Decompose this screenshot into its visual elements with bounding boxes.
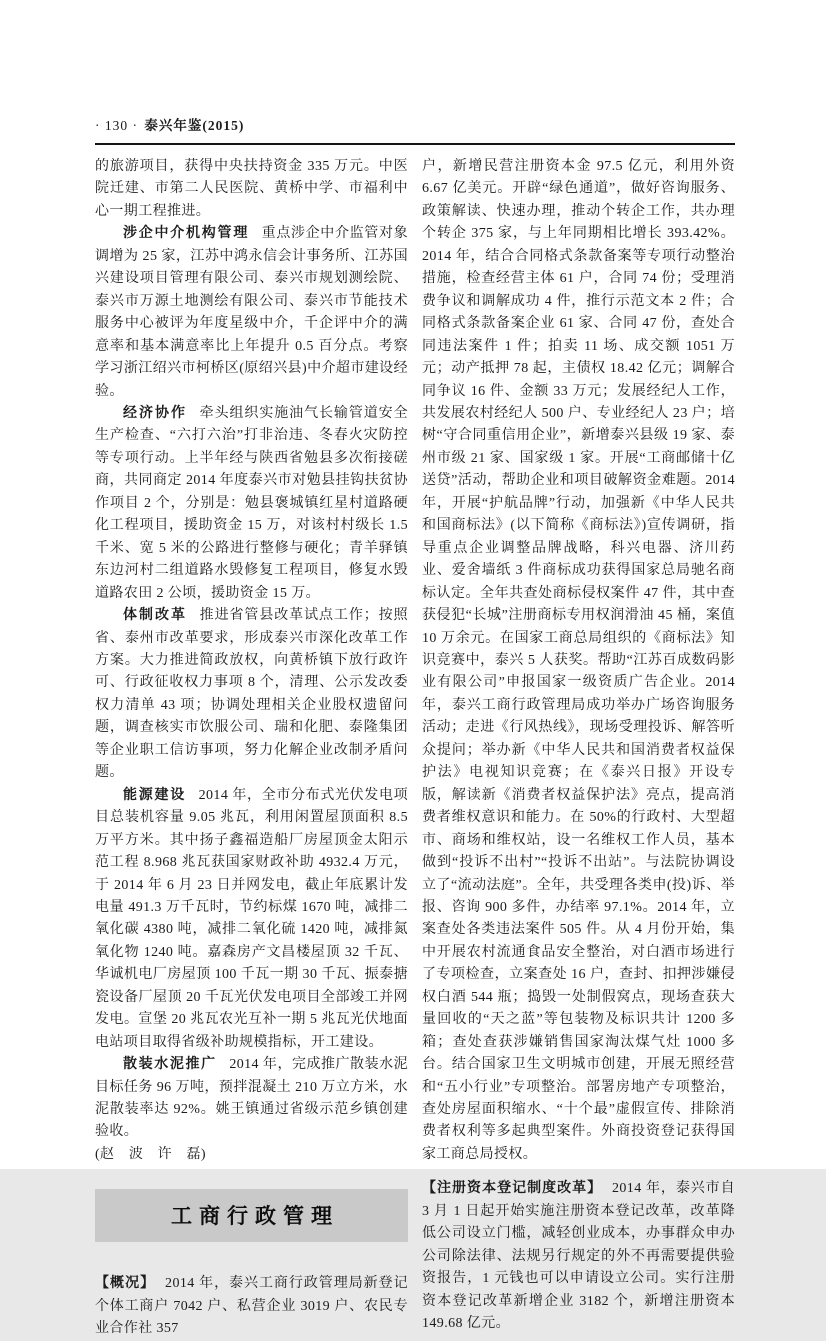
section-title-box [95,1189,408,1242]
section-title: 工商行政管理 [171,1203,339,1228]
paragraph-lead: 散装水泥推广 [123,1057,217,1073]
paragraph-lead: 涉企中介机构管理 [123,226,250,242]
paragraph-overview [95,1273,408,1340]
paragraph-text: 牵头组织实施油气长输管道安全生产检查、“六打六治”打非治违、冬春火灾防控等专项行动。上半年经与陕西省勉县多次衔接磋商，共同商定 2014 年度泰兴市对勉县挂钩扶贫协作项目 2 个，分别是：勉县褒城镇红星村道路硬化工程项目，援助资金 15 万，对该村村级长 1.5 千米、宽 5 米的公路进行整修与硬化；青羊驿镇东边河村二组道路水毁修复工程项目，修复水毁道路农田 2 公顷，援助资金 15 万。 [95,405,408,601]
page-content [95,114,735,1341]
paragraph-text: 的旅游项目，获得中央扶持资金 335 万元。中医院迁建、市第二人民医院、黄桥中学、市福利中心一期工程推进。 [95,159,408,219]
author-signature: (赵 波 许 磊) [95,1146,206,1162]
paragraph-text: 重点涉企中介监管对象调增为 25 家，江苏中鸿永信会计事务所、江苏国兴建设项目管理有限公司、泰兴市规划测绘院、泰兴市万源土地测绘有限公司、泰兴市节能技术服务中心被评为年度星级中介，千企评中介的满意率和基本满意率比上年提升 0.5 百分点。考察学习浙江绍兴市柯桥区(原绍兴县)中介超市建设经验。 [95,226,409,399]
paragraph-text: 户，新增民营注册资本金 97.5 亿元，利用外资 6.67 亿美元。开辟“绿色通道”，做好咨询服务、政策解读、快速办理，推动个转企工作，共办理个转企 375 家，与上年同期相比增长 393.42%。2014 年，结合合同格式条款备案等专项行动整治措施，检查经营主体 61 户，合同 74 份；受理消费争议和调解成功 4 件，推行示范文本 2 件；合同格式条款备案企业 61 家、合同 47 份，查处合同违法案件 1 件；拍卖 11 场、成交额 1051 万元；动产抵押 78 起，主债权 18.42 亿元；调解合同争议 16 件、金额 33 万元；发展经纪人工作，共发展农村经纪人 500 户、专业经纪人 23 户；培树“守合同重信用企业”，新增泰兴县级 19 家、泰州市级 21 家、国家级 1 家。开展“工商邮储十亿送贷”活动，帮助企业和项目破解资金难题。2014 年，开展“护航品牌”行动，加强新《中华人民共和国商标法》(以下简称《商标法》)宣传调研，指导重点企业调整品牌战略，科兴电器、济川药业、爱舍墙纸 3 件商标成功获得国家总局驰名商标认定。全年共查处商标侵权案件 47 件，其中查获侵犯“长城”注册商标专用权润滑油 45 桶，案值 10 万余元。在国家工商总局组织的《商标法》知识竞赛中，泰兴 5 人获奖。帮助“江苏百成数码影业有限公司”申报国家一级资质广告企业。2014 年，泰兴工商行政管理局成功举办广场咨询服务活动；走进《行风热线》，现场受理投诉、解答听众提问；举办新《中华人民共和国消费者权益保护法》电视知识竞赛；在《泰兴日报》开设专版，解读新《消费者权益保护法》亮点，提高消费者维权意识和能力。在 50%的行政村、大型超市、商场和维权站，设一名维权工作人员，基本做到“投诉不出村”“投诉不出站”。与法院协调设立了“流动法庭”。全年，共受理各类申(投)诉、举报、咨询 900 多件，办结率 97.1%。2014 年，立案查处各类违法案件 505 件。从 4 月份开始，集中开展农村流通食品安全整治，对白酒市场进行了专项检查，立案查处 16 户，查封、扣押涉嫌侵权白酒 544 瓶；捣毁一处制假窝点，现场查获大量回收的“天之蓝”等包装物及标识共计 1200 多箱；查处查获涉嫌销售国家淘汰煤气灶 1000 多台。结合国家卫生文明城市创建，开展无照经营和“五小行业”专项整治。部署房地产专项整治，查处房屋面积缩水、“十个最”虚假宣传、排除消费者权利等多起典型案件。外商投资登记获得国家工商总局授权。 [422,159,735,1162]
right-column [422,156,735,1341]
paragraph-bulk-cement [95,1054,408,1144]
paragraph-lead: 体制改革 [123,608,188,624]
paragraph-energy-construction [95,785,408,1054]
paragraph-text: 推进省管县改革试点工作；按照省、泰州市改革要求，形成泰兴市深化改革工作方案。大力推进简政放权，向黄桥镇下放行政许可、行政征收权力事项 8 个，清理、公示发改委权力清单 43 项；协调处理相关企业股权遗留问题，调查核实市饮服公司、瑞和化肥、泰隆集团等企业职工信访事项，努力化解企业改制矛盾问题。 [95,608,408,781]
two-column-body [95,156,735,1341]
overview-lead: 【概况】 [95,1276,156,1292]
paragraph-registration-reform [422,1178,735,1335]
paragraph-text: 2014 年，泰兴工商行政管理局新登记个体工商户 7042 户、私营企业 3019 户、农民专业合作社 357 [95,1276,408,1337]
paragraph-continuation [95,156,408,223]
paragraph-agency-intermediary [95,223,408,403]
paragraph-text: 2014 年，完成推广散装水泥目标任务 96 万吨，预拌混凝土 210 万立方米，水泥散装率达 92%。姚王镇通过省级示范乡镇创建验收。 [95,1057,409,1140]
paragraph-overview-continuation [422,156,735,1166]
paragraph-text: 2014 年，全市分布式光伏发电项目总装机容量 9.05 兆瓦，利用闲置屋顶面积 8.5 万平方米。其中扬子鑫福造船厂房屋顶金太阳示范工程 8.968 兆瓦获国家财政补助 4932.4 万元，于 2014 年 6 月 23 日并网发电，截止年底累计发电量 491.3 万千瓦时，节约标煤 1670 吨，减排二氧化碳 4380 吨，减排二氧化硫 1420 吨，减排氮氧化物 1240 吨。嘉森房产文昌楼屋顶 32 千瓦、华诚机电厂房屋顶 100 千瓦一期 30 千瓦、振泰搪瓷设备厂屋顶 20 千瓦光伏发电项目全部竣工并网发电。宣堡 20 兆瓦农光互补一期 5 兆瓦光伏地面电站项目取得省级补助规模指标，开工建设。 [95,787,408,1050]
paragraph-lead: 能源建设 [123,787,187,803]
running-head [95,114,735,145]
paragraph-system-reform [95,605,408,785]
book-title: 泰兴年鉴(2015) [144,118,245,133]
registration-reform-lead: 【注册资本登记制度改革】 [422,1181,603,1197]
paragraph-economic-cooperation [95,403,408,605]
left-column [95,156,408,1341]
paragraph-text: 2014 年，泰兴市自 3 月 1 日起开始实施注册资本登记改革，改革降低公司设立门槛，减轻创业成本，办事群众申办公司除法律、法规另行规定的外不再需要提供验资报告，1 元钱也可以申请设立公司。实行注册资本登记改革新增企业 3182 个，新增注册资本 149.68 亿元。 [422,1181,735,1332]
paragraph-lead: 经济协作 [123,405,188,421]
page-number: · 130 · [95,118,138,133]
